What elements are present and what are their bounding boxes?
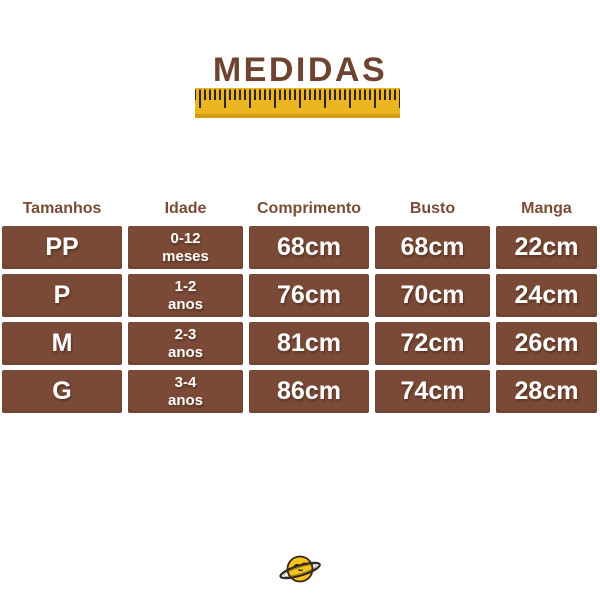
- cell-size-p: P: [2, 274, 122, 317]
- cell-size-g: G: [2, 370, 122, 413]
- cell-manga-pp: 22cm: [496, 226, 597, 269]
- cell-age-g: [128, 370, 243, 413]
- age-range: 0-12: [170, 230, 201, 248]
- column-header-busto: Busto: [409, 199, 456, 217]
- cell-comprimento-g: 86cm: [249, 370, 369, 413]
- age-unit: anos: [167, 343, 203, 361]
- age-range: 3-4: [174, 374, 197, 392]
- column-header-idade: Idade: [164, 199, 207, 217]
- cell-busto-m: 72cm: [375, 322, 490, 365]
- age-unit: meses: [162, 247, 209, 265]
- age-unit: anos: [167, 391, 203, 409]
- cell-comprimento-pp: 68cm: [249, 226, 369, 269]
- cell-manga-p: 24cm: [496, 274, 597, 317]
- page-title: MEDIDAS: [212, 50, 388, 89]
- cell-age-pp: [128, 226, 243, 269]
- cell-age-p: [128, 274, 243, 317]
- column-header-comprimento: Comprimento: [257, 199, 361, 217]
- age-range: 1-2: [174, 278, 197, 296]
- column-header-manga: Manga: [521, 199, 572, 217]
- cell-size-pp: PP: [2, 226, 122, 269]
- ruler-icon: [195, 88, 400, 118]
- measurements-table: [2, 196, 597, 413]
- cell-busto-pp: 68cm: [375, 226, 490, 269]
- cell-manga-m: 26cm: [496, 322, 597, 365]
- cell-comprimento-p: 76cm: [249, 274, 369, 317]
- saturn-planet-icon: [277, 549, 323, 593]
- cell-age-m: [128, 322, 243, 365]
- cell-busto-g: 74cm: [375, 370, 490, 413]
- cell-manga-g: 28cm: [496, 370, 597, 413]
- age-range: 2-3: [174, 326, 197, 344]
- cell-size-m: M: [2, 322, 122, 365]
- cell-comprimento-m: 81cm: [249, 322, 369, 365]
- cell-busto-p: 70cm: [375, 274, 490, 317]
- age-unit: anos: [167, 295, 203, 313]
- column-header-tamanhos: Tamanhos: [22, 199, 102, 217]
